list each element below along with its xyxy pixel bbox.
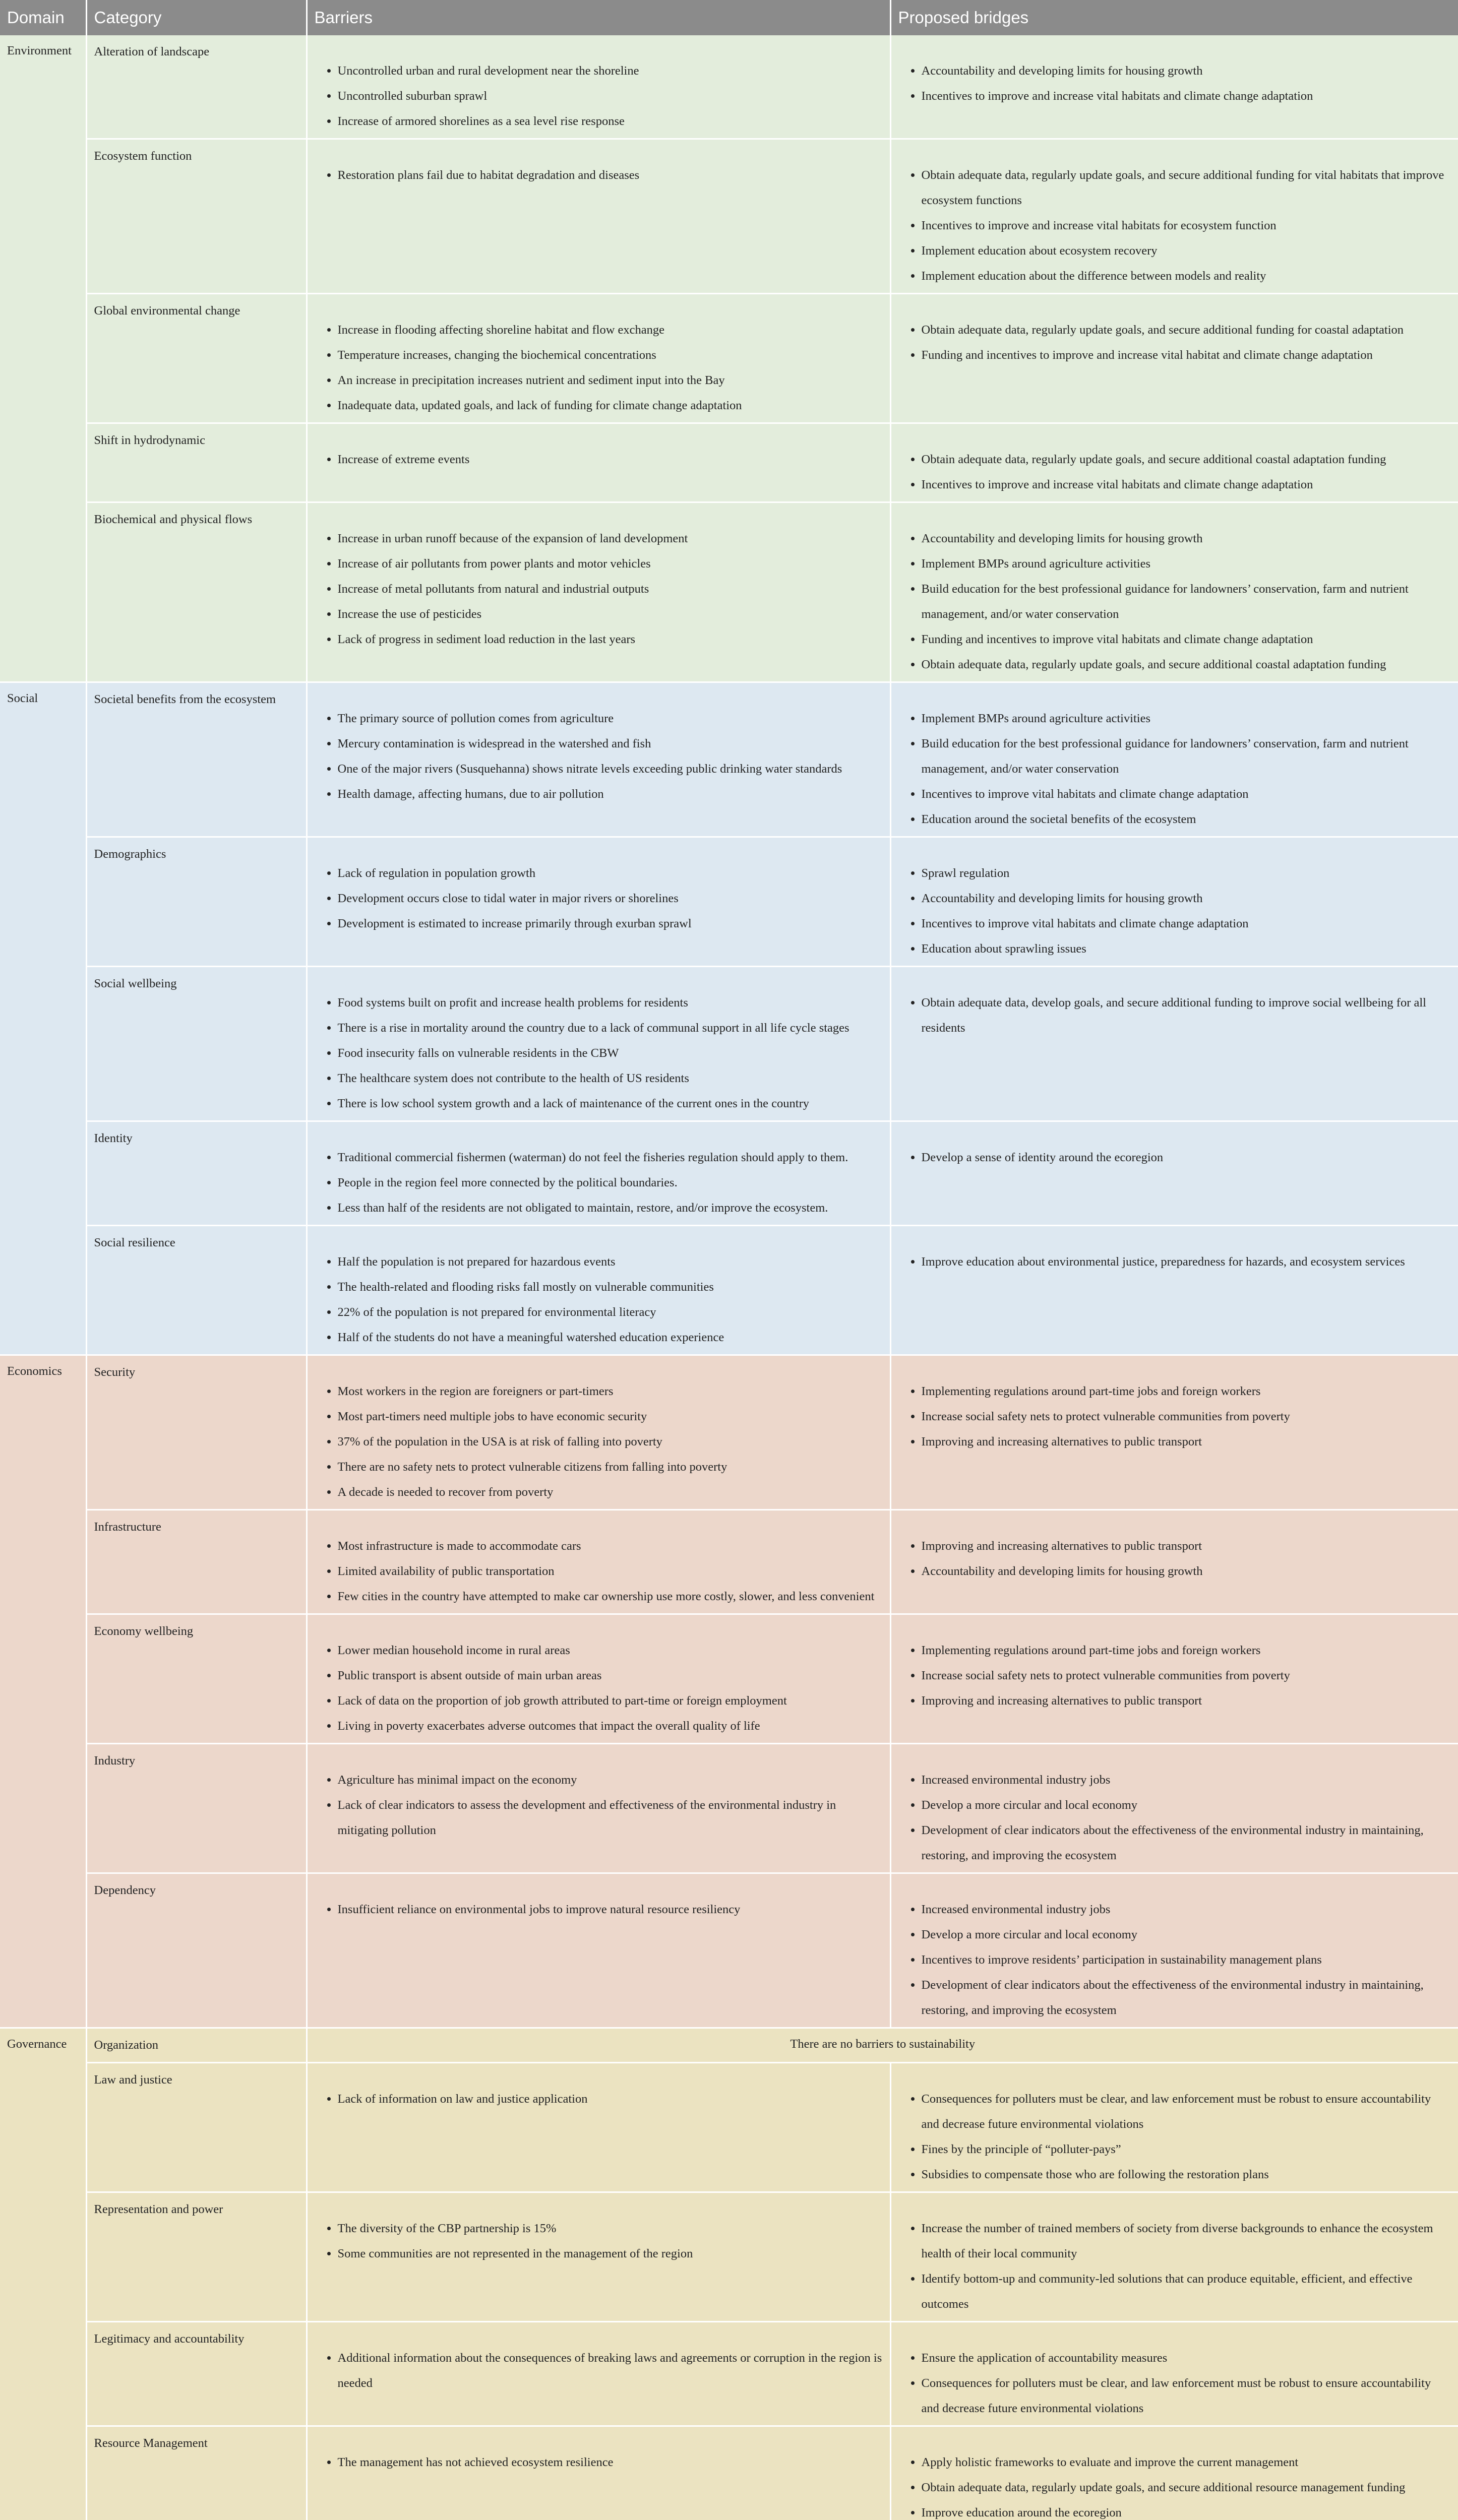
bridges-list	[898, 447, 1451, 497]
bridges-cell	[890, 502, 1458, 682]
category-cell: Global environmental change	[86, 294, 307, 423]
table-row	[0, 2192, 1458, 2322]
bridges-list	[898, 58, 1451, 109]
barrier-item: • Increase in flooding affecting shoreline habitat and flow exchange	[338, 318, 883, 343]
bridge-item: • Obtain adequate data, regularly update goals, and secure additional resource management funding	[922, 2475, 1451, 2500]
bridges-cell	[890, 1744, 1458, 1873]
barriers-cell	[307, 1744, 890, 1873]
barrier-item: • Development occurs close to tidal water in major rivers or shorelines	[338, 886, 883, 911]
barriers-cell	[307, 2063, 890, 2192]
bridge-item: • Develop a sense of identity around the ecoregion	[922, 1145, 1451, 1170]
barriers-cell	[307, 294, 890, 423]
bridge-item: • Incentives to improve and increase vital habitats and climate change adaptation	[922, 84, 1451, 109]
barriers-list	[315, 1897, 883, 1922]
barriers-cell	[307, 1355, 890, 1510]
domain-cell: Environment	[0, 35, 86, 682]
bridge-item: • Increased environmental industry jobs	[922, 1768, 1451, 1793]
barrier-item: • Lack of clear indicators to assess the development and effectiveness of the environmental industry in mitigating pollution	[338, 1793, 883, 1843]
table-row	[0, 294, 1458, 423]
table-row	[0, 1355, 1458, 1510]
table-header	[0, 0, 1458, 35]
bridges-list	[898, 1145, 1451, 1170]
table-row	[0, 1510, 1458, 1614]
bridges-cell	[890, 35, 1458, 139]
table-row	[0, 502, 1458, 682]
category-cell: Law and justice	[86, 2063, 307, 2192]
barrier-item: • Limited availability of public transportation	[338, 1559, 883, 1584]
bridges-cell	[890, 2426, 1458, 2520]
category-cell: Shift in hydrodynamic	[86, 423, 307, 502]
table-row	[0, 1614, 1458, 1744]
barriers-list	[315, 163, 883, 188]
bridge-item: • Build education for the best professional guidance for landowners’ conservation, farm and nutrient management, and/or water conservation	[922, 731, 1451, 782]
barrier-item: • People in the region feel more connected by the political boundaries.	[338, 1170, 883, 1195]
header-domain: Domain	[0, 0, 86, 35]
category-cell: Alteration of landscape	[86, 35, 307, 139]
barriers-cell	[307, 2192, 890, 2322]
bridges-cell	[890, 682, 1458, 837]
bridge-item: • Accountability and developing limits for housing growth	[922, 1559, 1451, 1584]
category-cell: Security	[86, 1355, 307, 1510]
bridges-list	[898, 1768, 1451, 1868]
table-row	[0, 1873, 1458, 2028]
barrier-item: • Half the population is not prepared for hazardous events	[338, 1249, 883, 1275]
barrier-item: • Temperature increases, changing the biochemical concentrations	[338, 343, 883, 368]
header-barriers: Barriers	[307, 0, 890, 35]
barriers-list	[315, 2346, 883, 2396]
barrier-item: • Increase of air pollutants from power plants and motor vehicles	[338, 551, 883, 577]
bridges-list	[898, 163, 1451, 289]
bridge-item: • Develop a more circular and local economy	[922, 1922, 1451, 1947]
barrier-item: • Uncontrolled suburban sprawl	[338, 84, 883, 109]
barrier-item: • Food insecurity falls on vulnerable residents in the CBW	[338, 1041, 883, 1066]
domain-cell: Governance	[0, 2028, 86, 2520]
barriers-list	[315, 1768, 883, 1843]
bridges-list	[898, 1379, 1451, 1455]
barriers-cell	[307, 1121, 890, 1226]
bridges-cell	[890, 1226, 1458, 1355]
barriers-cell	[307, 502, 890, 682]
category-cell: Representation and power	[86, 2192, 307, 2322]
bridges-cell	[890, 294, 1458, 423]
bridge-item: • Improving and increasing alternatives to public transport	[922, 1429, 1451, 1455]
category-cell: Industry	[86, 1744, 307, 1873]
bridge-item: • Implementing regulations around part-time jobs and foreign workers	[922, 1638, 1451, 1663]
table-row	[0, 682, 1458, 837]
barrier-item: • There are no safety nets to protect vulnerable citizens from falling into poverty	[338, 1455, 883, 1480]
barriers-cell	[307, 2322, 890, 2426]
bridge-item: • Funding and incentives to improve and increase vital habitat and climate change adaptation	[922, 343, 1451, 368]
barrier-item: • Food systems built on profit and increase health problems for residents	[338, 990, 883, 1016]
barriers-list	[315, 58, 883, 134]
bridge-item: • Incentives to improve residents’ participation in sustainability management plans	[922, 1947, 1451, 1973]
barriers-list	[315, 318, 883, 418]
barrier-item: • Health damage, affecting humans, due to air pollution	[338, 782, 883, 807]
category-cell: Resource Management	[86, 2426, 307, 2520]
barrier-item: • Lack of information on law and justice application	[338, 2087, 883, 2112]
barrier-item: • A decade is needed to recover from poverty	[338, 1480, 883, 1505]
barrier-item: • Traditional commercial fishermen (waterman) do not feel the fisheries regulation should apply to them.	[338, 1145, 883, 1170]
bridge-item: • Development of clear indicators about the effectiveness of the environmental industry in maintaining, restoring, and improving the ecosystem	[922, 1818, 1451, 1868]
barriers-cell	[307, 139, 890, 294]
bridge-item: • Obtain adequate data, regularly update goals, and secure additional coastal adaptation funding	[922, 447, 1451, 472]
barrier-item: • Living in poverty exacerbates adverse outcomes that impact the overall quality of life	[338, 1714, 883, 1739]
barrier-item: • The management has not achieved ecosystem resilience	[338, 2450, 883, 2475]
bridge-item: • Consequences for polluters must be clear, and law enforcement must be robust to ensure accountability and decrease future environmental violations	[922, 2371, 1451, 2421]
table-row	[0, 1226, 1458, 1355]
barrier-item: • Agriculture has minimal impact on the economy	[338, 1768, 883, 1793]
bridges-cell	[890, 2192, 1458, 2322]
bridge-item: • Implementing regulations around part-time jobs and foreign workers	[922, 1379, 1451, 1404]
bridges-list	[898, 2216, 1451, 2317]
bridges-list	[898, 526, 1451, 677]
barriers-list	[315, 1638, 883, 1739]
table-row	[0, 967, 1458, 1121]
barriers-list	[315, 1379, 883, 1505]
barrier-item: • Half of the students do not have a meaningful watershed education experience	[338, 1325, 883, 1350]
barriers-cell	[307, 1873, 890, 2028]
bridges-list	[898, 2346, 1451, 2421]
bridges-cell	[890, 1614, 1458, 1744]
bridge-item: • Sprawl regulation	[922, 861, 1451, 886]
category-cell: Demographics	[86, 837, 307, 967]
bridge-item: • Identify bottom-up and community-led solutions that can produce equitable, efficient, and effective outcomes	[922, 2266, 1451, 2317]
bridges-list	[898, 861, 1451, 962]
header-category: Category	[86, 0, 307, 35]
barriers-cell	[307, 2426, 890, 2520]
barriers-list	[315, 861, 883, 936]
bridge-item: • Funding and incentives to improve vital habitats and climate change adaptation	[922, 627, 1451, 652]
bridges-list	[898, 2450, 1451, 2520]
category-cell: Social wellbeing	[86, 967, 307, 1121]
bridges-cell	[890, 1355, 1458, 1510]
merged-note-cell: There are no barriers to sustainability	[307, 2028, 1458, 2063]
category-cell: Legitimacy and accountability	[86, 2322, 307, 2426]
table-row	[0, 2322, 1458, 2426]
table-row	[0, 2028, 1458, 2063]
bridge-item: • Education about sprawling issues	[922, 936, 1451, 962]
barrier-item: • Inadequate data, updated goals, and lack of funding for climate change adaptation	[338, 393, 883, 418]
barrier-item: • Additional information about the consequences of breaking laws and agreements or corruption in the region is needed	[338, 2346, 883, 2396]
table-row	[0, 2063, 1458, 2192]
barriers-cell	[307, 682, 890, 837]
bridge-item: • Improving and increasing alternatives to public transport	[922, 1534, 1451, 1559]
table-row	[0, 2426, 1458, 2520]
barriers-list	[315, 706, 883, 807]
barrier-item: • One of the major rivers (Susquehanna) shows nitrate levels exceeding public drinking water standards	[338, 757, 883, 782]
bridges-cell	[890, 2063, 1458, 2192]
bridge-item: • Increase the number of trained members of society from diverse backgrounds to enhance the ecosystem health of their local community	[922, 2216, 1451, 2266]
barrier-item: • Development is estimated to increase primarily through exurban sprawl	[338, 911, 883, 936]
barriers-list	[315, 2450, 883, 2475]
barrier-item: • Some communities are not represented in the management of the region	[338, 2241, 883, 2266]
barrier-item: • The healthcare system does not contribute to the health of US residents	[338, 1066, 883, 1091]
barrier-item: • Lack of data on the proportion of job growth attributed to part-time or foreign employment	[338, 1688, 883, 1714]
category-cell: Social resilience	[86, 1226, 307, 1355]
bridges-cell	[890, 837, 1458, 967]
bridge-item: • Incentives to improve and increase vital habitats and climate change adaptation	[922, 472, 1451, 497]
barrier-item: • Increase of metal pollutants from natural and industrial outputs	[338, 577, 883, 602]
bridge-item: • Fines by the principle of “polluter-pays”	[922, 2137, 1451, 2162]
barrier-item: • Mercury contamination is widespread in the watershed and fish	[338, 731, 883, 757]
barrier-item: • Insufficient reliance on environmental jobs to improve natural resource resiliency	[338, 1897, 883, 1922]
bridge-item: • Increase social safety nets to protect vulnerable communities from poverty	[922, 1663, 1451, 1688]
barrier-item: • Lack of progress in sediment load reduction in the last years	[338, 627, 883, 652]
bridges-list	[898, 2087, 1451, 2187]
barrier-item: • The health-related and flooding risks fall mostly on vulnerable communities	[338, 1275, 883, 1300]
bridge-item: • Accountability and developing limits for housing growth	[922, 58, 1451, 84]
bridge-item: • Accountability and developing limits for housing growth	[922, 526, 1451, 551]
category-cell: Biochemical and physical flows	[86, 502, 307, 682]
bridge-item: • Improve education around the ecoregion	[922, 2500, 1451, 2520]
bridge-item: • Implement BMPs around agriculture activities	[922, 706, 1451, 731]
barriers-cell	[307, 35, 890, 139]
barriers-cell	[307, 1510, 890, 1614]
barrier-item: • Most part-timers need multiple jobs to have economic security	[338, 1404, 883, 1429]
bridges-cell	[890, 423, 1458, 502]
header-row	[0, 0, 1458, 35]
barriers-list	[315, 2216, 883, 2266]
barrier-item: • Increase of extreme events	[338, 447, 883, 472]
barrier-item: • Few cities in the country have attempted to make car ownership use more costly, slower, and less convenient	[338, 1584, 883, 1609]
category-cell: Organization	[86, 2028, 307, 2063]
bridge-item: • Ensure the application of accountability measures	[922, 2346, 1451, 2371]
bridge-item: • Develop a more circular and local economy	[922, 1793, 1451, 1818]
category-cell: Infrastructure	[86, 1510, 307, 1614]
bridge-item: • Improving and increasing alternatives to public transport	[922, 1688, 1451, 1714]
bridge-item: • Increased environmental industry jobs	[922, 1897, 1451, 1922]
barrier-item: • Increase of armored shorelines as a sea level rise response	[338, 109, 883, 134]
bridge-item: • Implement education about the difference between models and reality	[922, 264, 1451, 289]
table-body	[0, 35, 1458, 2520]
barrier-item: • Public transport is absent outside of main urban areas	[338, 1663, 883, 1688]
barrier-item: • There is low school system growth and a lack of maintenance of the current ones in the country	[338, 1091, 883, 1116]
domain-cell: Economics	[0, 1355, 86, 2028]
bridge-item: • Apply holistic frameworks to evaluate and improve the current management	[922, 2450, 1451, 2475]
bridge-item: • Subsidies to compensate those who are following the restoration plans	[922, 2162, 1451, 2187]
bridge-item: • Education around the societal benefits of the ecosystem	[922, 807, 1451, 832]
barriers-list	[315, 526, 883, 652]
barrier-item: • Lack of regulation in population growth	[338, 861, 883, 886]
bridge-item: • Build education for the best professional guidance for landowners’ conservation, farm and nutrient management, and/or water conservation	[922, 577, 1451, 627]
category-cell: Ecosystem function	[86, 139, 307, 294]
bridges-list	[898, 318, 1451, 368]
category-cell: Societal benefits from the ecosystem	[86, 682, 307, 837]
bridges-cell	[890, 139, 1458, 294]
barriers-cell	[307, 837, 890, 967]
bridges-cell	[890, 967, 1458, 1121]
table-row	[0, 139, 1458, 294]
barrier-item: • The primary source of pollution comes from agriculture	[338, 706, 883, 731]
barriers-cell	[307, 1614, 890, 1744]
barriers-cell	[307, 1226, 890, 1355]
bridge-item: • Development of clear indicators about the effectiveness of the environmental industry in maintaining, restoring, and improving the ecosystem	[922, 1973, 1451, 2023]
bridge-item: • Incentives to improve and increase vital habitats for ecosystem function	[922, 213, 1451, 238]
bridge-item: • Increase social safety nets to protect vulnerable communities from poverty	[922, 1404, 1451, 1429]
barrier-item: • The diversity of the CBP partnership is 15%	[338, 2216, 883, 2241]
barrier-item: • 22% of the population is not prepared for environmental literacy	[338, 1300, 883, 1325]
category-cell: Dependency	[86, 1873, 307, 2028]
bridge-item: • Consequences for polluters must be clear, and law enforcement must be robust to ensure accountability and decrease future environmental violations	[922, 2087, 1451, 2137]
bridge-item: • Incentives to improve vital habitats and climate change adaptation	[922, 911, 1451, 936]
barrier-item: • An increase in precipitation increases nutrient and sediment input into the Bay	[338, 368, 883, 393]
barrier-item: • Less than half of the residents are not obligated to maintain, restore, and/or improve the ecosystem.	[338, 1195, 883, 1221]
domain-cell: Social	[0, 682, 86, 1355]
barrier-item: • Most workers in the region are foreigners or part-timers	[338, 1379, 883, 1404]
bridge-item: • Obtain adequate data, regularly update goals, and secure additional funding for vital habitats that improve ecosystem functions	[922, 163, 1451, 213]
bridges-list	[898, 706, 1451, 832]
bridges-list	[898, 990, 1451, 1041]
header-bridges: Proposed bridges	[890, 0, 1458, 35]
bridge-item: • Incentives to improve vital habitats and climate change adaptation	[922, 782, 1451, 807]
barriers-list	[315, 1249, 883, 1350]
barriers-list	[315, 990, 883, 1116]
barriers-list	[315, 2087, 883, 2112]
barrier-item: • 37% of the population in the USA is at risk of falling into poverty	[338, 1429, 883, 1455]
category-cell: Economy wellbeing	[86, 1614, 307, 1744]
barriers-list	[315, 1534, 883, 1609]
barriers-cell	[307, 967, 890, 1121]
bridge-item: • Accountability and developing limits for housing growth	[922, 886, 1451, 911]
barrier-item: • Restoration plans fail due to habitat degradation and diseases	[338, 163, 883, 188]
table-row	[0, 35, 1458, 139]
barriers-list	[315, 1145, 883, 1221]
bridges-list	[898, 1897, 1451, 2023]
table-row	[0, 1744, 1458, 1873]
barriers-cell	[307, 423, 890, 502]
bridge-item: • Improve education about environmental justice, preparedness for hazards, and ecosystem services	[922, 1249, 1451, 1275]
table-row	[0, 1121, 1458, 1226]
bridges-cell	[890, 1873, 1458, 2028]
table-row	[0, 423, 1458, 502]
barrier-item: • There is a rise in mortality around the country due to a lack of communal support in all life cycle stages	[338, 1016, 883, 1041]
bridges-list	[898, 1638, 1451, 1714]
bridges-cell	[890, 1510, 1458, 1614]
bridge-item: • Implement education about ecosystem recovery	[922, 238, 1451, 264]
bridge-item: • Implement BMPs around agriculture activities	[922, 551, 1451, 577]
barriers-list	[315, 447, 883, 472]
bridge-item: • Obtain adequate data, regularly update goals, and secure additional coastal adaptation funding	[922, 652, 1451, 677]
bridges-cell	[890, 2322, 1458, 2426]
barrier-item: • Uncontrolled urban and rural development near the shoreline	[338, 58, 883, 84]
bridges-list	[898, 1249, 1451, 1275]
bridge-item: • Obtain adequate data, regularly update goals, and secure additional funding for coastal adaptation	[922, 318, 1451, 343]
barrier-item: • Most infrastructure is made to accommodate cars	[338, 1534, 883, 1559]
bridges-cell	[890, 1121, 1458, 1226]
category-cell: Identity	[86, 1121, 307, 1226]
table-row	[0, 837, 1458, 967]
bridge-item: • Obtain adequate data, develop goals, and secure additional funding to improve social wellbeing for all residents	[922, 990, 1451, 1041]
barrier-item: • Increase the use of pesticides	[338, 602, 883, 627]
barrier-item: • Increase in urban runoff because of the expansion of land development	[338, 526, 883, 551]
barrier-item: • Lower median household income in rural areas	[338, 1638, 883, 1663]
bridges-list	[898, 1534, 1451, 1584]
